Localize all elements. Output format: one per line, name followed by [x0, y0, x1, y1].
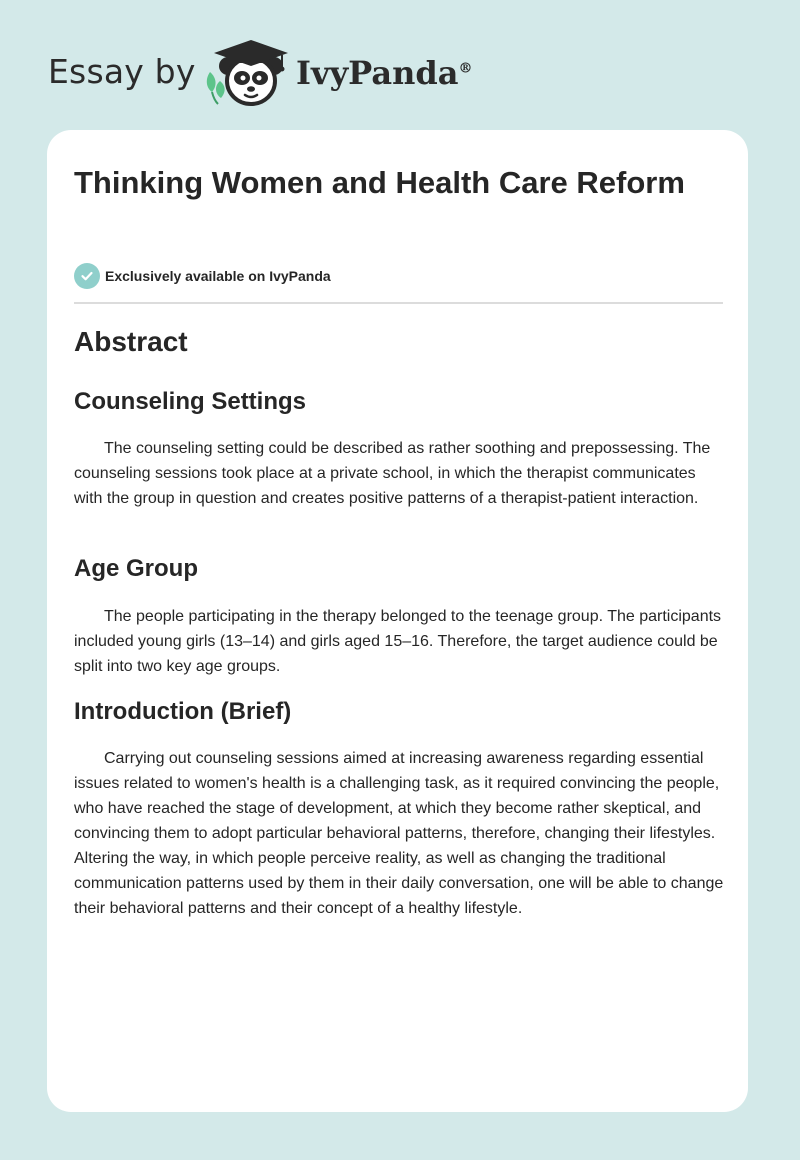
brand-header	[48, 34, 473, 110]
section-heading-age-group: Age Group	[74, 555, 198, 582]
abstract-heading: Abstract	[74, 326, 188, 357]
check-circle-icon	[74, 263, 100, 289]
section-text-introduction: Carrying out counseling sessions aimed at increasing awareness regarding essential issues related to women's health is a challenging task, as it required convincing the people, who have reached the stage of development, at which they become rather skeptical, and convincing them to adopt particular behavioral patterns, therefore, changing their lifestyles. Altering the way, in which people perceive reality, as well as changing the traditional communication patterns used by them in their daily conversation, one will be able to change their behavioral patterns and their concept of a healthy lifestyle.	[74, 750, 724, 917]
section-text-age-group: The people participating in the therapy belonged to the teenage group. The participants included young girls (13–14) and girls aged 15–16. Therefore, the target audience could be split into two key age groups.	[74, 608, 722, 675]
title-divider	[74, 302, 723, 304]
section-text-counseling-settings: The counseling setting could be described as rather soothing and prepossessing. The counseling sessions took place at a private school, in which the therapist communicates with the group in question and creates positive patterns of a therapist-patient interaction.	[74, 440, 711, 507]
brand-name	[296, 54, 472, 92]
exclusive-badge	[74, 263, 331, 289]
exclusive-badge-label: Exclusively available on IvyPanda	[105, 268, 331, 284]
brand-name-text: IvyPanda	[296, 54, 459, 92]
section-heading-introduction: Introduction (Brief)	[74, 698, 292, 725]
brand-registered-mark: ®	[458, 60, 473, 77]
section-heading-counseling-settings: Counseling Settings	[74, 388, 307, 415]
essay-card	[47, 130, 748, 1112]
panda-graduate-icon	[200, 34, 290, 110]
brand-prefix: Essay by	[48, 52, 196, 91]
essay-title: Thinking Women and Health Care Reform	[74, 165, 685, 200]
